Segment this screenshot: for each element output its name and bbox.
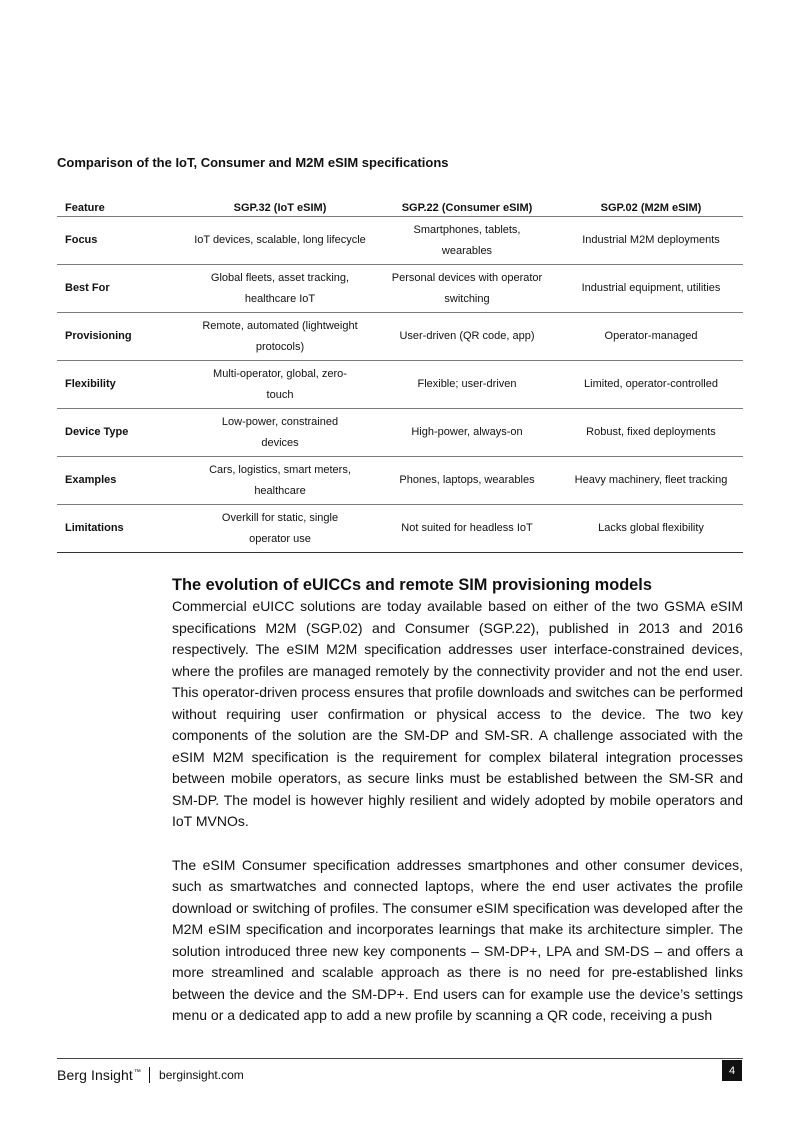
table-cell — [375, 265, 559, 313]
footer-divider — [57, 1058, 743, 1059]
table-cell — [185, 313, 375, 361]
body-paragraph: Commercial eUICC solutions are today available based on either of the two GSMA eSIM specifications M2M (SGP.02) and Consumer (SGP.22), published in 2013 and 2016 respectively. The eSIM M2M specification addresses user interface-constrained devices, where the profiles are managed remotely by the connectivity provider and not the end user. This operator-driven process ensures that profile downloads and switches can be performed without requiring user confirmation or physical access to the device. The two key components of the solution are the SM-DP and SM-SR. A challenge associated with the eSIM M2M specification is the requirement for complex bilateral integration processes between mobile operators, as secure links must be established between the SM-SR and SM-DP. The model is however highly resilient and widely adopted by mobile operators and IoT MVNOs. — [172, 598, 743, 829]
cell-text: Multi-operator, global, zero-touch — [213, 367, 347, 401]
table-cell — [559, 265, 743, 313]
cell-text: IoT devices, scalable, long lifecycle — [194, 234, 366, 246]
row-label: Flexibility — [57, 361, 185, 409]
website-link[interactable]: berginsight.com — [159, 1068, 244, 1082]
footer — [57, 1065, 244, 1085]
table-row — [57, 505, 743, 553]
cell-text: Phones, laptops, wearables — [399, 474, 535, 486]
brand-name: Berg Insight — [57, 1067, 133, 1083]
table-cell — [375, 217, 559, 265]
cell-text: Smartphones, tablets, wearables — [413, 223, 521, 257]
cell-text: Robust, fixed deployments — [586, 426, 716, 438]
cell-text: Lacks global flexibility — [598, 522, 704, 534]
table-cell — [559, 217, 743, 265]
row-label: Examples — [57, 457, 185, 505]
cell-text: Industrial equipment, utilities — [581, 282, 721, 294]
table-cell — [185, 361, 375, 409]
table-row — [57, 217, 743, 265]
table-cell — [185, 265, 375, 313]
table-row — [57, 313, 743, 361]
body-section — [172, 574, 743, 1049]
cell-text: User-driven (QR code, app) — [399, 330, 535, 342]
column-header-sgp22: SGP.22 (Consumer eSIM) — [375, 199, 559, 217]
trademark-symbol: ™ — [133, 1069, 142, 1077]
cell-text: Flexible; user-driven — [417, 378, 517, 390]
table-title: Comparison of the IoT, Consumer and M2M eSIM specifications — [57, 155, 449, 170]
row-label: Best For — [57, 265, 185, 313]
table-cell — [185, 457, 375, 505]
cell-text: Global fleets, asset tracking, healthcare IoT — [210, 271, 350, 305]
cell-text: Heavy machinery, fleet tracking — [574, 474, 728, 486]
table-cell — [375, 457, 559, 505]
cell-text: Cars, logistics, smart meters, healthcare — [209, 463, 351, 497]
table-cell — [559, 361, 743, 409]
table-row — [57, 409, 743, 457]
cell-text: Industrial M2M deployments — [582, 234, 720, 246]
table-cell — [559, 409, 743, 457]
table-cell — [559, 505, 743, 553]
table-cell — [375, 361, 559, 409]
table-cell — [559, 313, 743, 361]
comparison-table — [57, 199, 743, 553]
table-cell — [559, 457, 743, 505]
column-header-feature: Feature — [57, 199, 185, 217]
table-cell — [375, 313, 559, 361]
cell-text: Personal devices with operator switching — [391, 271, 543, 305]
cell-text: Not suited for headless IoT — [401, 522, 533, 534]
table-header-row — [57, 199, 743, 217]
cell-text: Overkill for static, single operator use — [221, 511, 339, 545]
section-heading: The evolution of eUICCs and remote SIM provisioning models — [172, 576, 652, 594]
table-cell — [375, 505, 559, 553]
table-row — [57, 457, 743, 505]
cell-text: Remote, automated (lightweight protocols) — [202, 319, 358, 353]
column-header-sgp32: SGP.32 (IoT eSIM) — [185, 199, 375, 217]
row-label: Provisioning — [57, 313, 185, 361]
cell-text: Low-power, constrained devices — [221, 415, 339, 449]
table-cell — [375, 409, 559, 457]
footer-separator — [149, 1067, 150, 1083]
table-cell — [185, 409, 375, 457]
table-row — [57, 361, 743, 409]
column-header-sgp02: SGP.02 (M2M eSIM) — [559, 199, 743, 217]
table-cell — [185, 217, 375, 265]
page-number: 4 — [722, 1060, 742, 1081]
brand-logo-text — [57, 1067, 141, 1083]
row-label: Focus — [57, 217, 185, 265]
row-label: Device Type — [57, 409, 185, 457]
table-row — [57, 265, 743, 313]
table-cell — [185, 505, 375, 553]
cell-text: Operator-managed — [604, 330, 698, 342]
cell-text: Limited, operator-controlled — [584, 378, 718, 390]
row-label: Limitations — [57, 505, 185, 553]
cell-text: High-power, always-on — [411, 426, 523, 438]
body-paragraph: The eSIM Consumer specification addresses smartphones and other consumer devices, such as smartwatches and connected laptops, where the end user activates the profile download or switching of profiles. The consumer eSIM specification was developed after the M2M eSIM specification and incorporates learnings that make its architecture simpler. The solution introduced three new key components – SM-DP+, LPA and SM-DS – and offers a more streamlined and scalable approach as there is no need for pre-established links between the device and the SM-DP+. End users can for example use the device’s settings menu or a dedicated app to add a new profile by scanning a QR code, receiving a push — [172, 856, 743, 1023]
